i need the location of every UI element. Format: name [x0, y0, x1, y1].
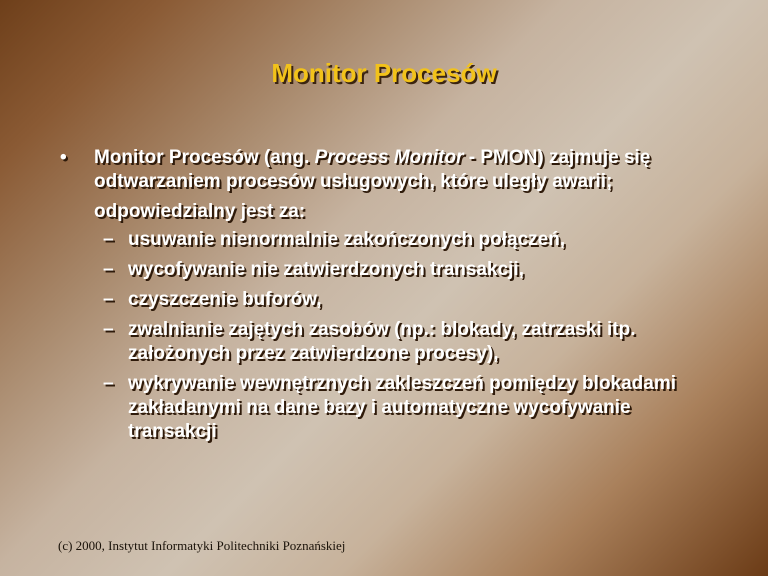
sub-item	[0, 372, 708, 444]
sub-item	[0, 318, 708, 366]
sub-item-text: zwalnianie zajętych zasobów (np.: blokady, zatrzaski itp. założonych przez zatwierdzone procesy),	[128, 319, 636, 364]
dash-marker: –	[103, 373, 114, 394]
responsibility-intro: odpowiedzialny jest za:	[94, 201, 306, 222]
bullet-marker: •	[60, 147, 67, 168]
footer-copyright: (c) 2000, Instytut Informatyki Politechniki Poznańskiej	[58, 538, 346, 553]
sub-item	[0, 258, 708, 282]
slide-content	[0, 146, 768, 450]
sub-list	[0, 228, 768, 444]
dash-marker: –	[103, 319, 114, 340]
sub-item-text: wycofywanie nie zatwierdzonych transakcji,	[128, 259, 524, 280]
dash-marker: –	[103, 289, 114, 310]
slide-title: Monitor Procesów	[271, 58, 497, 88]
bullet-text-start: Monitor Procesów (ang.	[94, 147, 315, 168]
bullet-text-italic: Process Monitor	[314, 147, 464, 168]
dash-marker: –	[103, 229, 114, 250]
sub-item	[0, 288, 708, 312]
dash-marker: –	[103, 259, 114, 280]
bullet-text-end: - PMON) zajmuje się odtwarzaniem procesów usługowych, które uległy awarii;	[94, 147, 651, 192]
bullet-item	[0, 146, 694, 194]
sub-item-text: wykrywanie wewnętrznych zakleszczeń pomiędzy blokadami zakładanymi na dane bazy i automatyczne wycofywanie transakcji	[128, 373, 677, 442]
sub-item-text: usuwanie nienormalnie zakończonych połączeń,	[128, 229, 566, 250]
sub-item	[0, 228, 708, 252]
sub-item-text: czyszczenie buforów,	[128, 289, 322, 310]
